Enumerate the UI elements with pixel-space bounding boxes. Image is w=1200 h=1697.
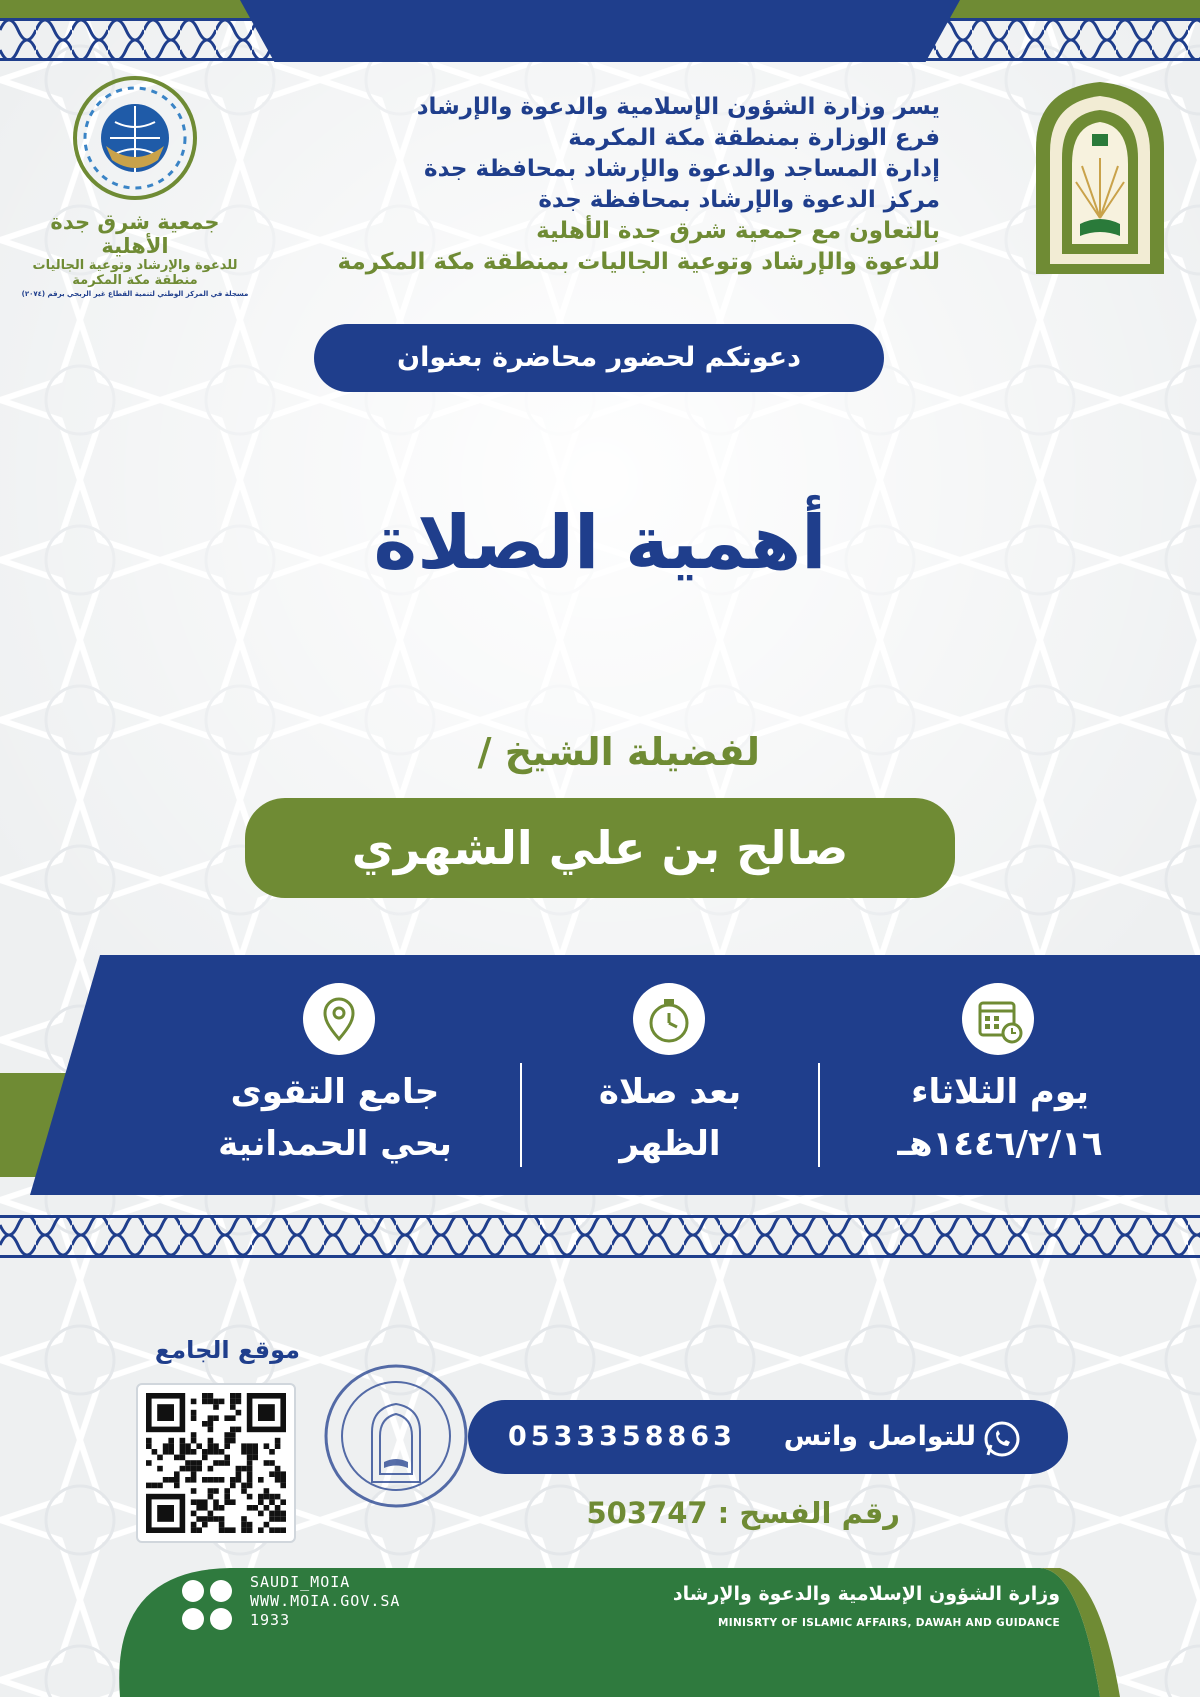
location-district: بحي الحمدانية <box>218 1124 452 1164</box>
speaker-name: صالح بن علي الشهري <box>245 798 955 898</box>
phone-icon[interactable] <box>210 1608 232 1630</box>
whatsapp-icon <box>1024 1400 1068 1474</box>
sheikh-label: لفضيلة الشيخ / <box>477 730 760 774</box>
qr-code-image <box>138 1385 294 1541</box>
permit-label: رقم الفسح : <box>717 1496 900 1530</box>
qr-code[interactable] <box>136 1383 296 1543</box>
whatsapp-contact[interactable] <box>468 1400 1068 1474</box>
whatsapp-glyph <box>982 1419 1022 1459</box>
time-line-2: الظهر <box>619 1124 721 1164</box>
instagram-icon[interactable] <box>210 1580 232 1602</box>
partner-logo <box>20 76 250 296</box>
ministry-emblem-icon <box>1026 78 1174 274</box>
footer-ministry-english: MINISRTY OF ISLAMIC AFFAIRS, DAWAH AND GUIDANCE <box>718 1617 1060 1629</box>
permit-number <box>560 1496 900 1530</box>
top-border <box>0 0 1200 62</box>
footer-website[interactable]: WWW.MOIA.GOV.SA <box>250 1592 401 1610</box>
contact-label: للتواصل واتس <box>783 1421 976 1452</box>
footer-contact-info <box>250 1573 400 1630</box>
header-line-1: يسر وزارة الشؤون الإسلامية والدعوة والإرشاد <box>416 94 940 120</box>
location-pin-icon <box>303 983 375 1055</box>
stopwatch-icon <box>633 983 705 1055</box>
header-line-6: للدعوة والإرشاد وتوعية الجاليات بمنطقة مكة المكرمة <box>337 249 940 275</box>
header-line-4: مركز الدعوة والإرشاد بمحافظة جدة <box>538 187 940 213</box>
time-line-1: بعد صلاة <box>598 1072 742 1112</box>
footer-phone: 1933 <box>250 1611 291 1629</box>
partner-name: جمعية شرق جدة الأهلية <box>50 210 220 258</box>
partner-registration: مسجلة في المركز الوطني لتنمية القطاع غير الربحي برقم (٢٠٧٤) <box>21 290 249 298</box>
footer-ministry-arabic: وزارة الشؤون الإسلامية والدعوة والإرشاد <box>672 1583 1060 1605</box>
partner-region: منطقة مكة المكرمة <box>72 273 198 288</box>
partner-globe-icon <box>20 76 250 208</box>
official-stamp-icon <box>322 1362 470 1510</box>
divider-left <box>520 1063 522 1167</box>
facebook-icon[interactable] <box>182 1608 204 1630</box>
date-day: يوم الثلاثاء <box>911 1072 1089 1112</box>
date-value: ١٤٤٦/٢/١٦هـ <box>897 1124 1103 1164</box>
location-mosque: جامع التقوى <box>230 1072 440 1112</box>
calendar-icon <box>962 983 1034 1055</box>
invitation-banner: دعوتكم لحضور محاضرة بعنوان <box>314 324 884 392</box>
header-line-3: إدارة المساجد والدعوة والإرشاد بمحافظة جدة <box>424 156 940 182</box>
header-line-2: فرع الوزارة بمنطقة مكة المكرمة <box>568 125 940 151</box>
contact-number[interactable]: 0533358863 <box>508 1421 736 1452</box>
footer-handle: SAUDI_MOIA <box>250 1573 351 1591</box>
twitter-icon[interactable] <box>182 1580 204 1602</box>
lecture-title: أهمية الصلاة <box>373 500 827 586</box>
divider-right <box>818 1063 820 1167</box>
middle-border <box>0 1215 1200 1259</box>
qr-label: موقع الجامع <box>154 1336 300 1364</box>
partner-subtitle: للدعوة والإرشاد وتوعية الجاليات <box>32 258 238 273</box>
permit-value: 503747 <box>586 1496 708 1530</box>
header-lines <box>270 92 940 278</box>
header-line-5: بالتعاون مع جمعية شرق جدة الأهلية <box>536 218 940 244</box>
